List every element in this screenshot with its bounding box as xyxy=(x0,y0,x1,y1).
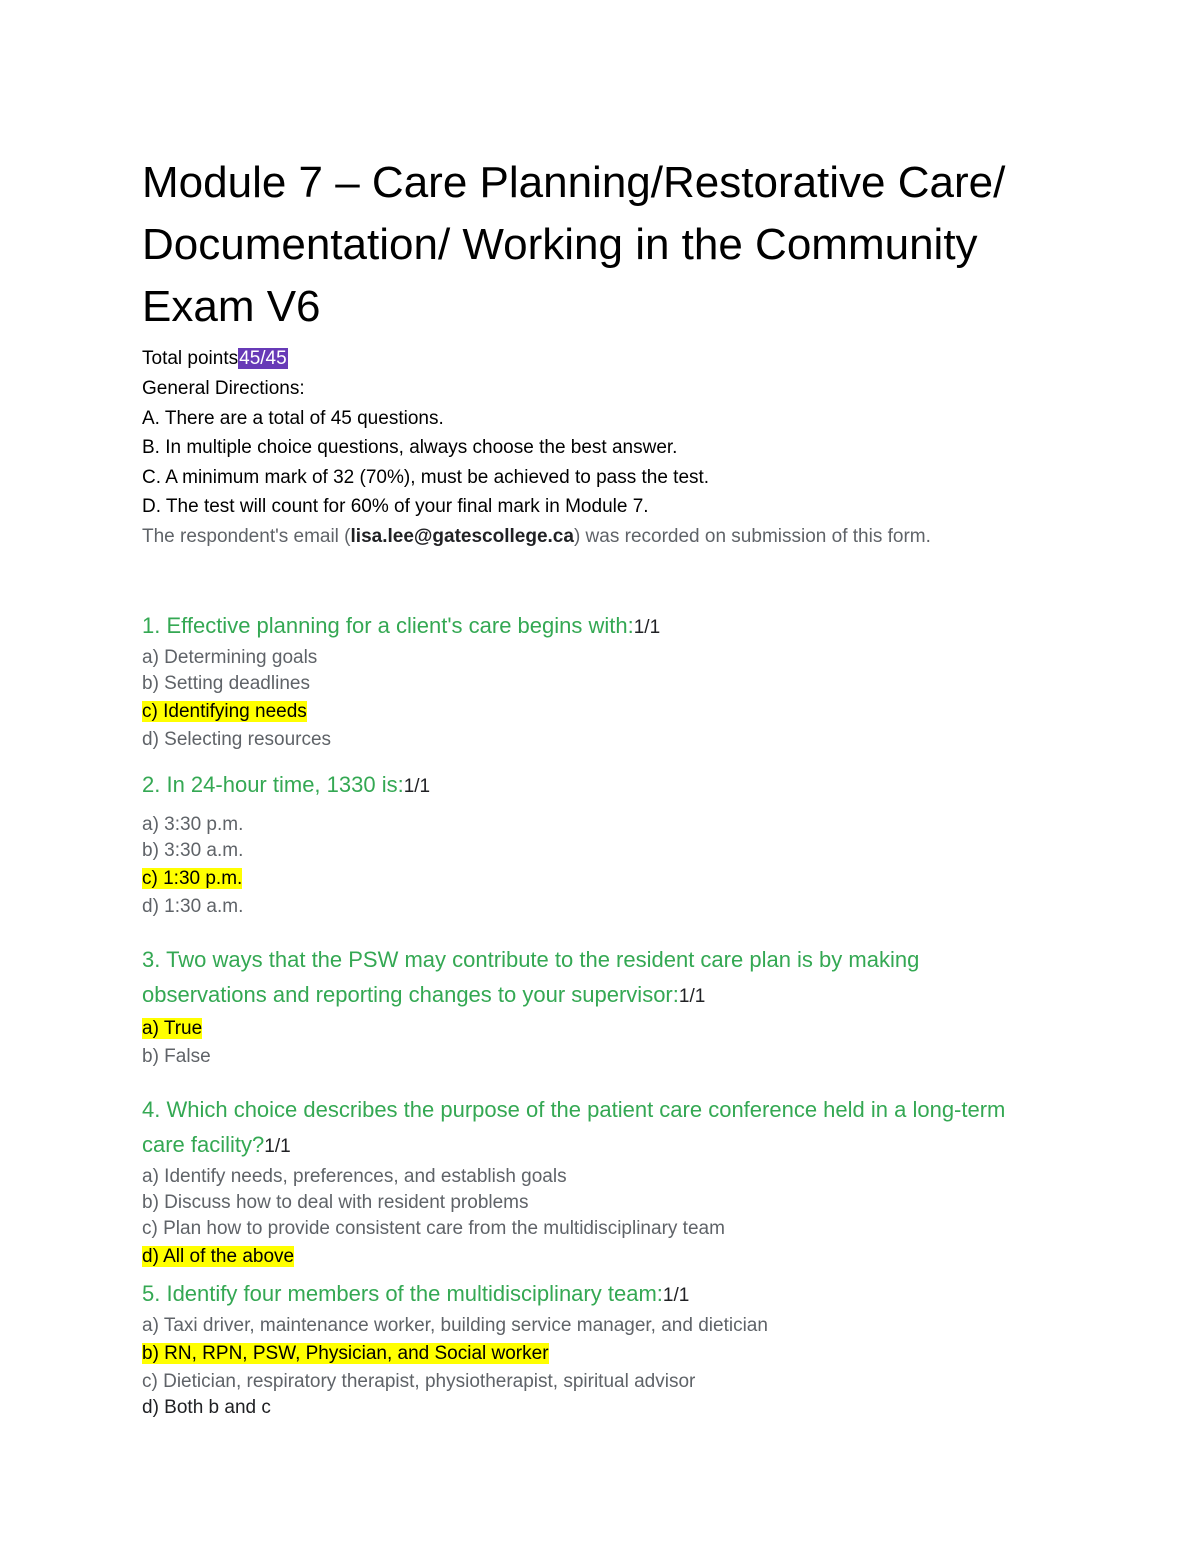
correct-answer-option: c) Identifying needs xyxy=(142,700,307,722)
question-text: 4. Which choice describes the purpose of the patient care conference held in a long-term care facility? xyxy=(142,1096,1006,1157)
total-points-row xyxy=(142,344,1042,374)
question-score: 1/1 xyxy=(678,985,706,1007)
question-1 xyxy=(142,608,1042,753)
direction-item: C. A minimum mark of 32 (70%), must be achieved to pass the test. xyxy=(142,466,710,488)
answer-option: d) Both b and c xyxy=(142,1396,271,1418)
direction-item: B. In multiple choice questions, always choose the best answer. xyxy=(142,437,678,458)
correct-answer-option: b) RN, RPN, PSW, Physician, and Social worker xyxy=(142,1342,549,1364)
total-points-label: Total points xyxy=(142,348,239,369)
answer-option: a) Taxi driver, maintenance worker, building service manager, and dietician xyxy=(142,1314,768,1336)
total-points-badge: 45/45 xyxy=(239,348,287,369)
page-title: Module 7 – Care Planning/Restorative Care/ Documentation/ Working in the Community Exam V6 xyxy=(142,158,1006,331)
answer-option: a) Determining goals xyxy=(142,646,318,668)
correct-answer-option: d) All of the above xyxy=(142,1245,295,1267)
answer-option: c) Plan how to provide consistent care from the multidisciplinary team xyxy=(142,1217,725,1239)
correct-answer-option: a) True xyxy=(142,1017,203,1039)
answer-option: b) 3:30 a.m. xyxy=(142,839,244,861)
email-note: The respondent's email (lisa.lee@gatescollege.ca) was recorded on submission of this form. xyxy=(142,525,931,547)
exam-document xyxy=(142,152,1042,1435)
question-3 xyxy=(142,942,1042,1070)
question-text: 5. Identify four members of the multidisciplinary team: xyxy=(142,1280,663,1306)
question-score: 1/1 xyxy=(662,1284,690,1306)
question-2 xyxy=(142,767,1042,920)
answer-option: a) Identify needs, preferences, and establish goals xyxy=(142,1165,567,1187)
direction-item: D. The test will count for 60% of your final mark in Module 7. xyxy=(142,496,649,517)
answer-option: b) False xyxy=(142,1045,211,1067)
answer-option: a) 3:30 p.m. xyxy=(142,813,244,835)
general-directions xyxy=(142,374,1042,522)
question-score: 1/1 xyxy=(633,616,661,638)
question-text: 2. In 24-hour time, 1330 is: xyxy=(142,771,404,797)
answer-option: d) Selecting resources xyxy=(142,728,332,750)
directions-heading: General Directions: xyxy=(142,378,305,399)
question-score: 1/1 xyxy=(264,1135,291,1157)
answer-option: c) Dietician, respiratory therapist, physiotherapist, spiritual advisor xyxy=(142,1370,696,1392)
question-4 xyxy=(142,1092,1042,1272)
question-text: 1. Effective planning for a client's care begins with: xyxy=(142,612,634,638)
correct-answer-option: c) 1:30 p.m. xyxy=(142,867,243,889)
question-5 xyxy=(142,1276,1042,1421)
direction-item: A. There are a total of 45 questions. xyxy=(142,407,444,429)
question-text: 3. Two ways that the PSW may contribute to the resident care plan is by making observations and reporting changes to your supervisor: xyxy=(142,946,920,1007)
question-score: 1/1 xyxy=(403,775,431,797)
respondent-email: lisa.lee@gatescollege.ca xyxy=(350,525,574,547)
answer-option: b) Setting deadlines xyxy=(142,672,310,694)
answer-option: b) Discuss how to deal with resident problems xyxy=(142,1191,529,1213)
answer-option: d) 1:30 a.m. xyxy=(142,895,244,917)
